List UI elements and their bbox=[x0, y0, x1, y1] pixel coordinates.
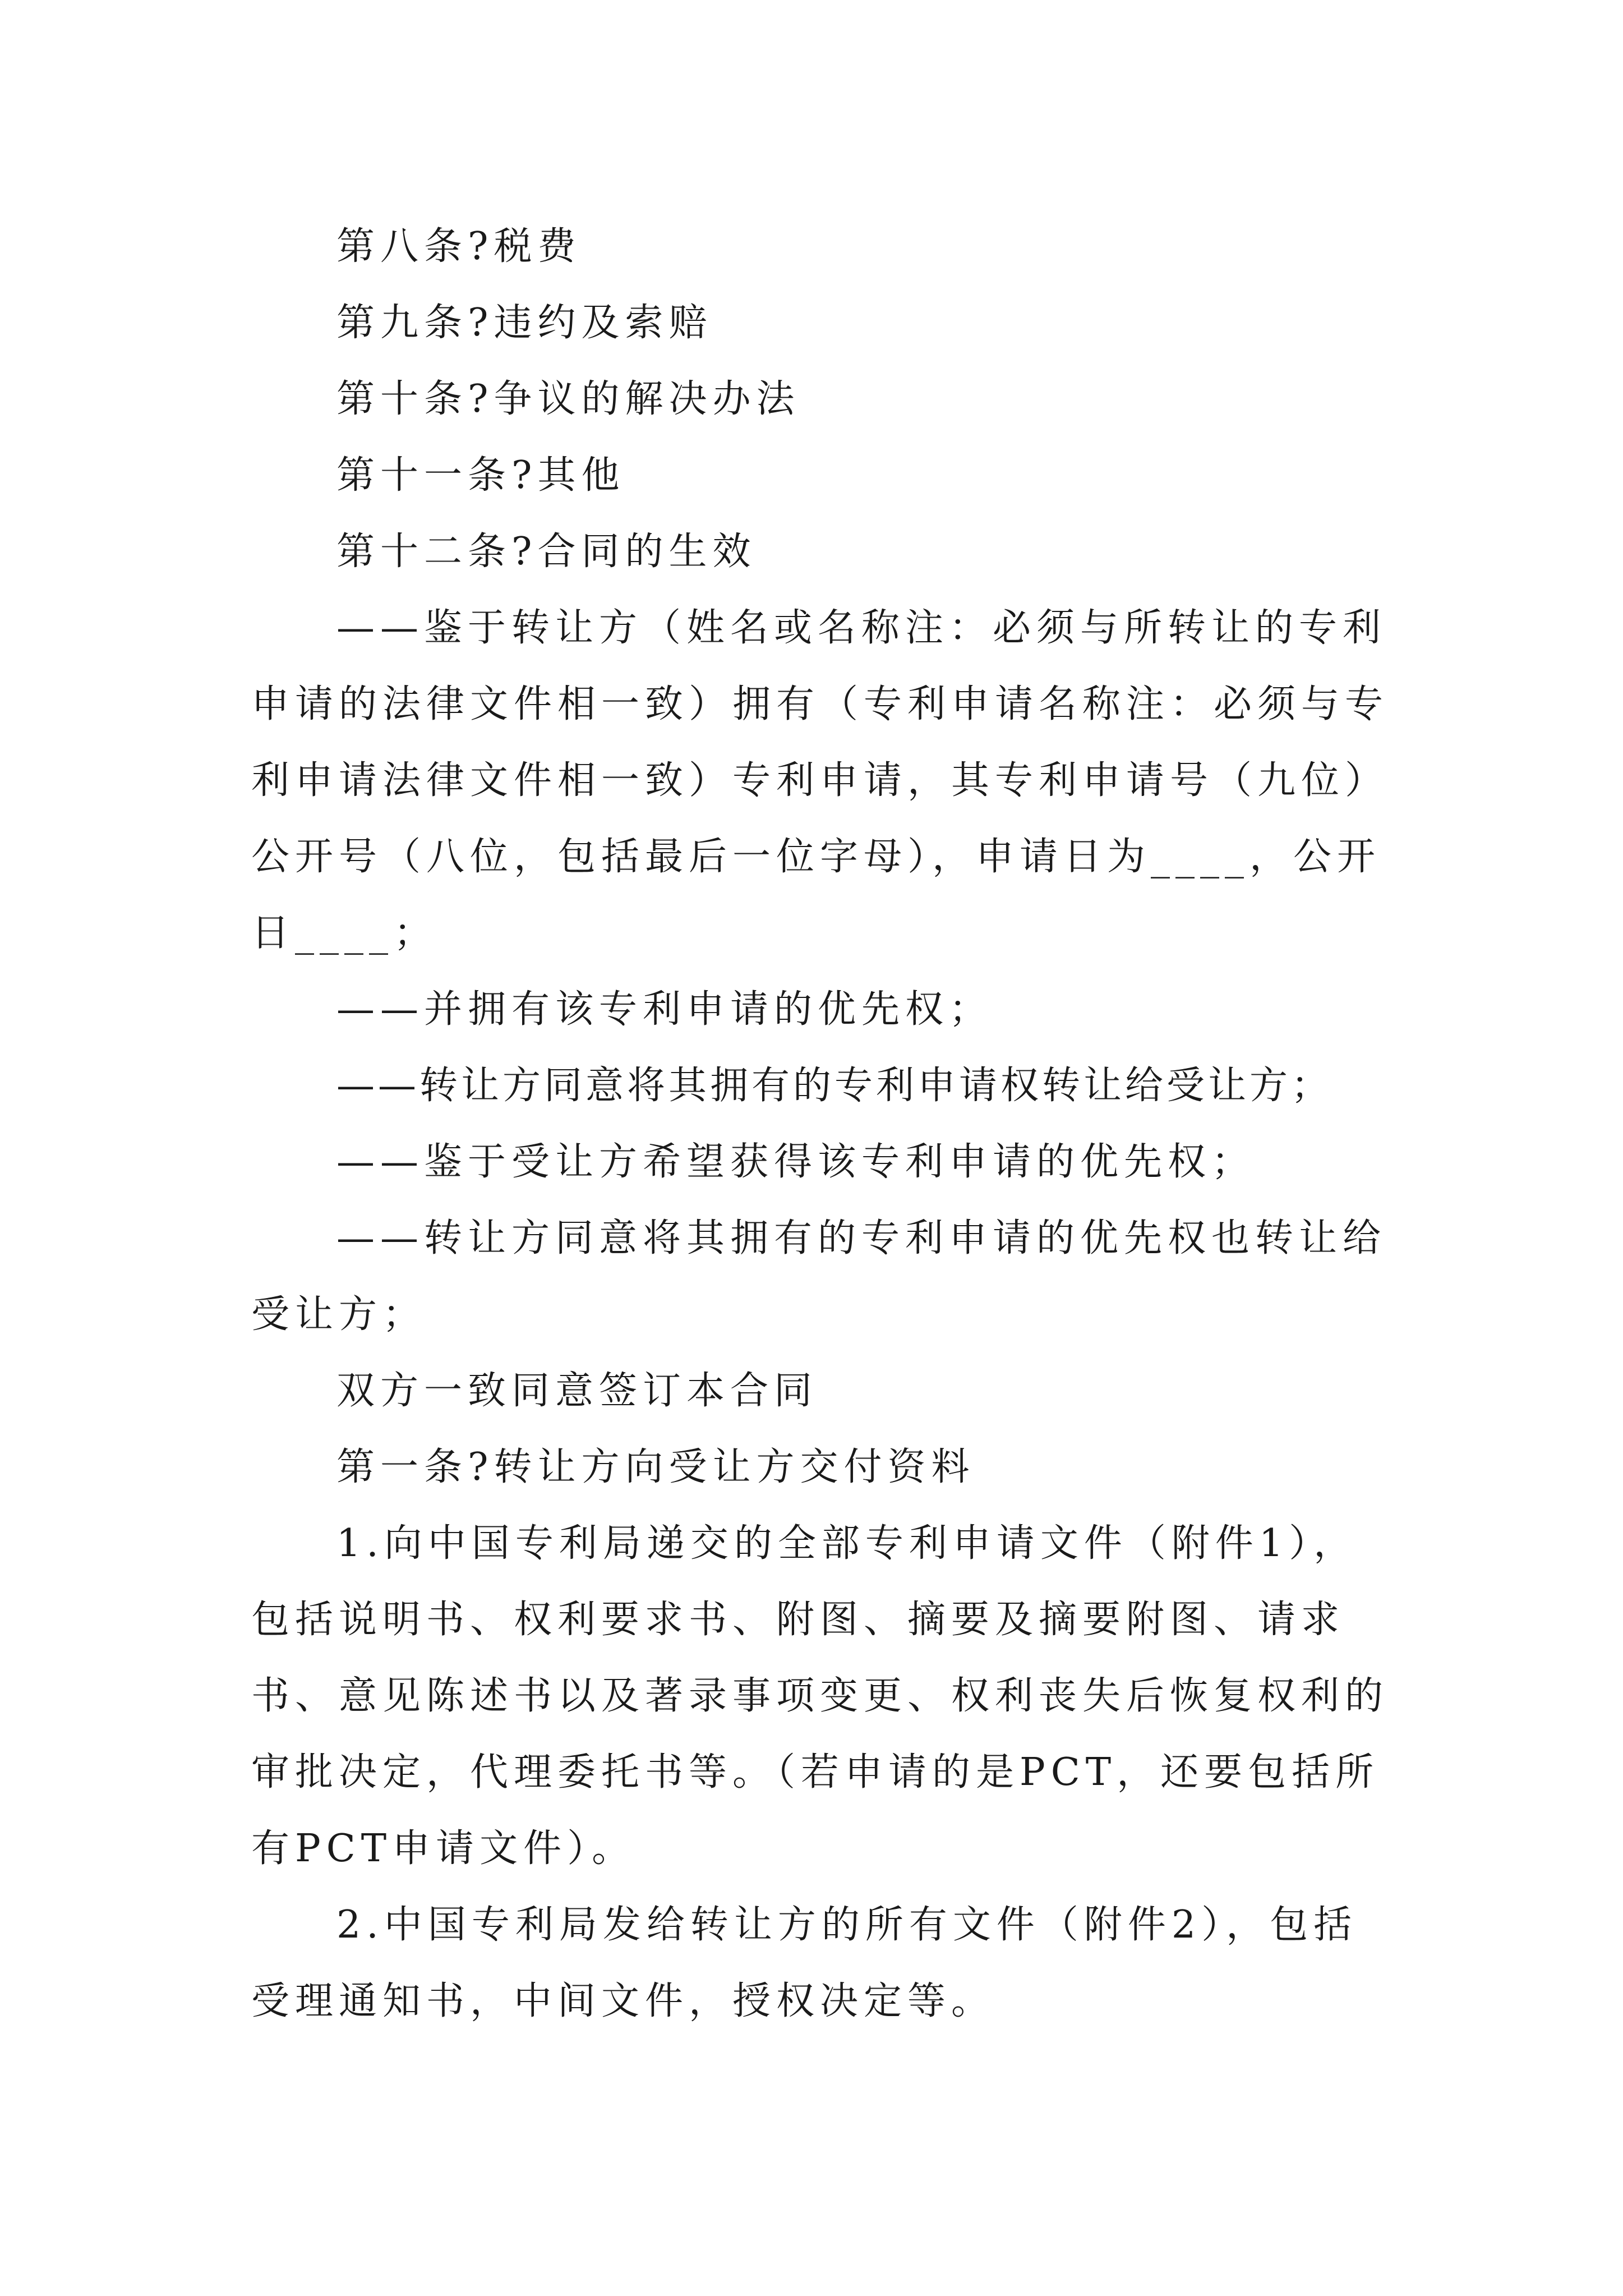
item-1-paragraph: 1.向中国专利局递交的全部专利申请文件（附件1），包括说明书、权利要求书、附图、摘要及摘要附图、请求书、意见陈述书以及著录事项变更、权利丧失后恢复权利的审批决定，代理委托书等。（若申请的是PCT，还要包括所有PCT申请文件）。 bbox=[251, 1521, 1389, 1871]
document-body bbox=[251, 209, 1395, 2040]
article-9-heading: 第九条?违约及索赔 bbox=[336, 301, 713, 345]
article-10-heading: 第十条?争议的解决办法 bbox=[336, 377, 800, 421]
recital-paragraph-5: ——转让方同意将其拥有的专利申请的优先权也转让给受让方； bbox=[251, 1216, 1387, 1337]
article-12-heading: 第十二条?合同的生效 bbox=[336, 530, 757, 574]
recital-paragraph-4: ——鉴于受让方希望获得该专利申请的优先权； bbox=[336, 1140, 1256, 1184]
article-8-heading: 第八条?税费 bbox=[336, 224, 582, 269]
recital-paragraph-2: ——并拥有该专利申请的优先权； bbox=[336, 987, 993, 1032]
recital-paragraph-3: ——转让方同意将其拥有的专利申请权转让给受让方； bbox=[336, 1064, 1333, 1108]
agreement-statement: 双方一致同意签订本合同 bbox=[336, 1369, 818, 1413]
item-2-paragraph: 2.中国专利局发给转让方的所有文件（附件2），包括受理通知书，中间文件，授权决定等。 bbox=[251, 1903, 1358, 2023]
recital-paragraph-1: ——鉴于转让方（姓名或名称注：必须与所转让的专利申请的法律文件相一致）拥有（专利申请名称注：必须与专利申请法律文件相一致）专利申请，其专利申请号（九位）公开号（八位，包括最后一位字母），申请日为____，公开日____； bbox=[251, 606, 1389, 955]
article-1-heading: 第一条?转让方向受让方交付资料 bbox=[336, 1445, 975, 1489]
article-11-heading: 第十一条?其他 bbox=[336, 453, 625, 498]
